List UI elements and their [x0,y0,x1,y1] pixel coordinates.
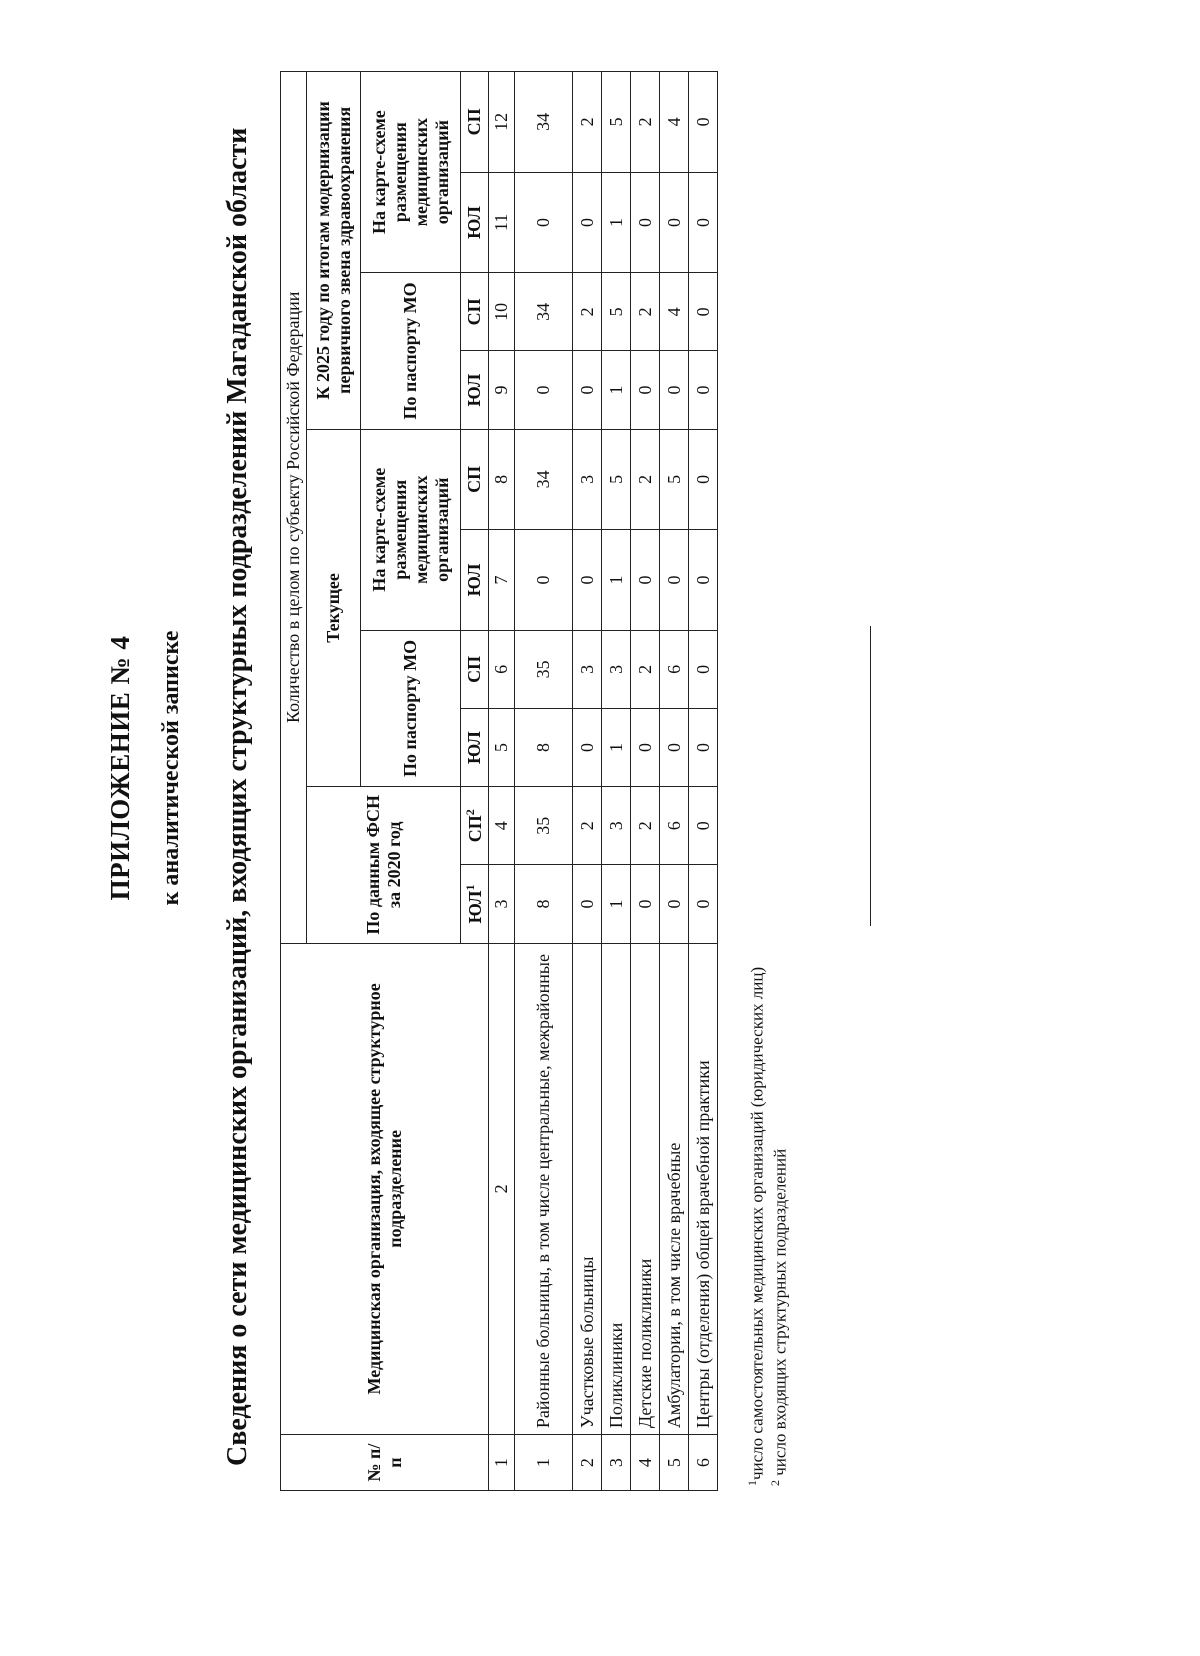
row-value: 0 [573,351,602,429]
future-map-header: На карте-схеме размещения медицинских организаций [361,72,461,273]
row-value: 34 [515,273,573,351]
row-number: 5 [660,1435,689,1491]
row-value: 0 [689,72,718,173]
row-value: 8 [515,865,573,943]
column-index: 6 [489,630,515,708]
row-value: 0 [573,865,602,943]
table-row [515,72,573,1491]
column-index: 11 [489,172,515,273]
appendix-subtitle: к аналитической записке [158,630,184,906]
table-row [573,72,602,1491]
row-value: 1 [602,351,631,429]
row-number: 6 [689,1435,718,1491]
row-value: 0 [660,865,689,943]
row-value: 3 [602,630,631,708]
column-index: 4 [489,787,515,865]
row-value: 0 [689,630,718,708]
row-organization-name: Детские поликлиники [631,943,660,1435]
row-value: 2 [631,787,660,865]
row-value: 0 [689,273,718,351]
row-value: 35 [515,787,573,865]
column-index: 3 [489,865,515,943]
row-value: 0 [689,530,718,631]
row-organization-name: Участковые больницы [573,943,602,1435]
column-index: 5 [489,708,515,786]
group-fsn-header: По данным ФСН за 2020 год [307,787,461,943]
row-value: 0 [631,530,660,631]
col-number-header: № п/п [281,1435,489,1491]
row-organization-name: Центры (отделения) общей врачебной практики [689,943,718,1435]
row-value: 0 [631,865,660,943]
sp-header: СП [461,429,489,530]
column-index-row [489,72,515,1491]
row-organization-name: Амбулатории, в том числе врачебные [660,943,689,1435]
row-value: 0 [515,351,573,429]
column-index: 1 [489,1435,515,1491]
row-value: 2 [631,429,660,530]
column-index: 12 [489,72,515,173]
signature-line [870,626,871,926]
table-body [515,72,718,1491]
footnote-2: $^2$ число входящих структурных подразделений [768,1148,790,1486]
row-value: 0 [631,708,660,786]
organizations-table [280,71,718,1491]
sp-header: СП [461,630,489,708]
sp-header: СП [461,273,489,351]
row-value: 0 [515,172,573,273]
row-value: 0 [689,787,718,865]
row-value: 3 [573,630,602,708]
row-organization-name: Поликлиники [602,943,631,1435]
group-total-header: Количество в целом по субъекту Российской Федерации [281,72,307,944]
row-value: 1 [602,865,631,943]
row-value: 6 [660,630,689,708]
col-organization-header: Медицинская организация, входящее структурное подразделение [281,943,489,1435]
table-row [660,72,689,1491]
row-value: 6 [660,787,689,865]
future-passport-header: По паспорту МО [361,273,461,429]
row-value: 34 [515,72,573,173]
row-value: 0 [660,708,689,786]
row-value: 5 [602,72,631,173]
row-value: 2 [631,72,660,173]
appendix-title: ПРИЛОЖЕНИЕ № 4 [105,635,135,901]
row-value: 0 [660,172,689,273]
document-title: Сведения о сети медицинских организаций, входящих структурных подразделений Магаданской области [222,127,253,1466]
yul-header: ЮЛ [461,351,489,429]
row-value: 0 [515,530,573,631]
footnote-1: $^1$число самостоятельных медицинских организаций (юридических лиц) [745,966,767,1486]
yul-header: ЮЛ [461,708,489,786]
row-value: 2 [573,273,602,351]
current-passport-header: По паспорту МО [361,630,461,786]
row-value: 0 [689,351,718,429]
row-value: 0 [689,708,718,786]
table-row [602,72,631,1491]
row-value: 8 [515,708,573,786]
row-value: 5 [660,429,689,530]
yul-header: ЮЛ [461,530,489,631]
row-value: 0 [573,530,602,631]
table-row [631,72,660,1491]
row-value: 0 [631,351,660,429]
row-value: 2 [631,630,660,708]
group-2025-header: К 2025 году по итогам модернизации первичного звена здравоохранения [307,72,361,430]
table-row [689,72,718,1491]
row-value: 0 [689,172,718,273]
row-value: 0 [660,530,689,631]
group-current-header: Текущее [307,429,361,787]
row-value: 34 [515,429,573,530]
yul-header: $ЮЛ^1$ [461,865,489,943]
row-value: 0 [689,429,718,530]
row-value: 5 [602,273,631,351]
row-value: 0 [660,351,689,429]
column-index: 7 [489,530,515,631]
row-value: 2 [573,787,602,865]
row-value: 1 [602,708,631,786]
current-map-header: На карте-схеме размещения медицинских организаций [361,429,461,630]
column-index: 9 [489,351,515,429]
row-value: 3 [602,787,631,865]
row-value: 4 [660,273,689,351]
row-value: 0 [689,865,718,943]
row-value: 0 [573,172,602,273]
row-value: 2 [573,72,602,173]
row-value: 2 [631,273,660,351]
row-value: 3 [573,429,602,530]
row-number: 3 [602,1435,631,1491]
row-organization-name: Районные больницы, в том числе центральные, межрайонные [515,943,573,1435]
sp-header: $СП^2$ [461,787,489,865]
row-value: 1 [602,530,631,631]
column-index: 10 [489,273,515,351]
column-index: 2 [489,943,515,1435]
row-number: 1 [515,1435,573,1491]
row-number: 2 [573,1435,602,1491]
row-value: 1 [602,172,631,273]
row-value: 0 [573,708,602,786]
row-value: 5 [602,429,631,530]
row-value: 35 [515,630,573,708]
sp-header: СП [461,72,489,173]
row-value: 0 [631,172,660,273]
column-index: 8 [489,429,515,530]
yul-header: ЮЛ [461,172,489,273]
row-number: 4 [631,1435,660,1491]
row-value: 4 [660,72,689,173]
